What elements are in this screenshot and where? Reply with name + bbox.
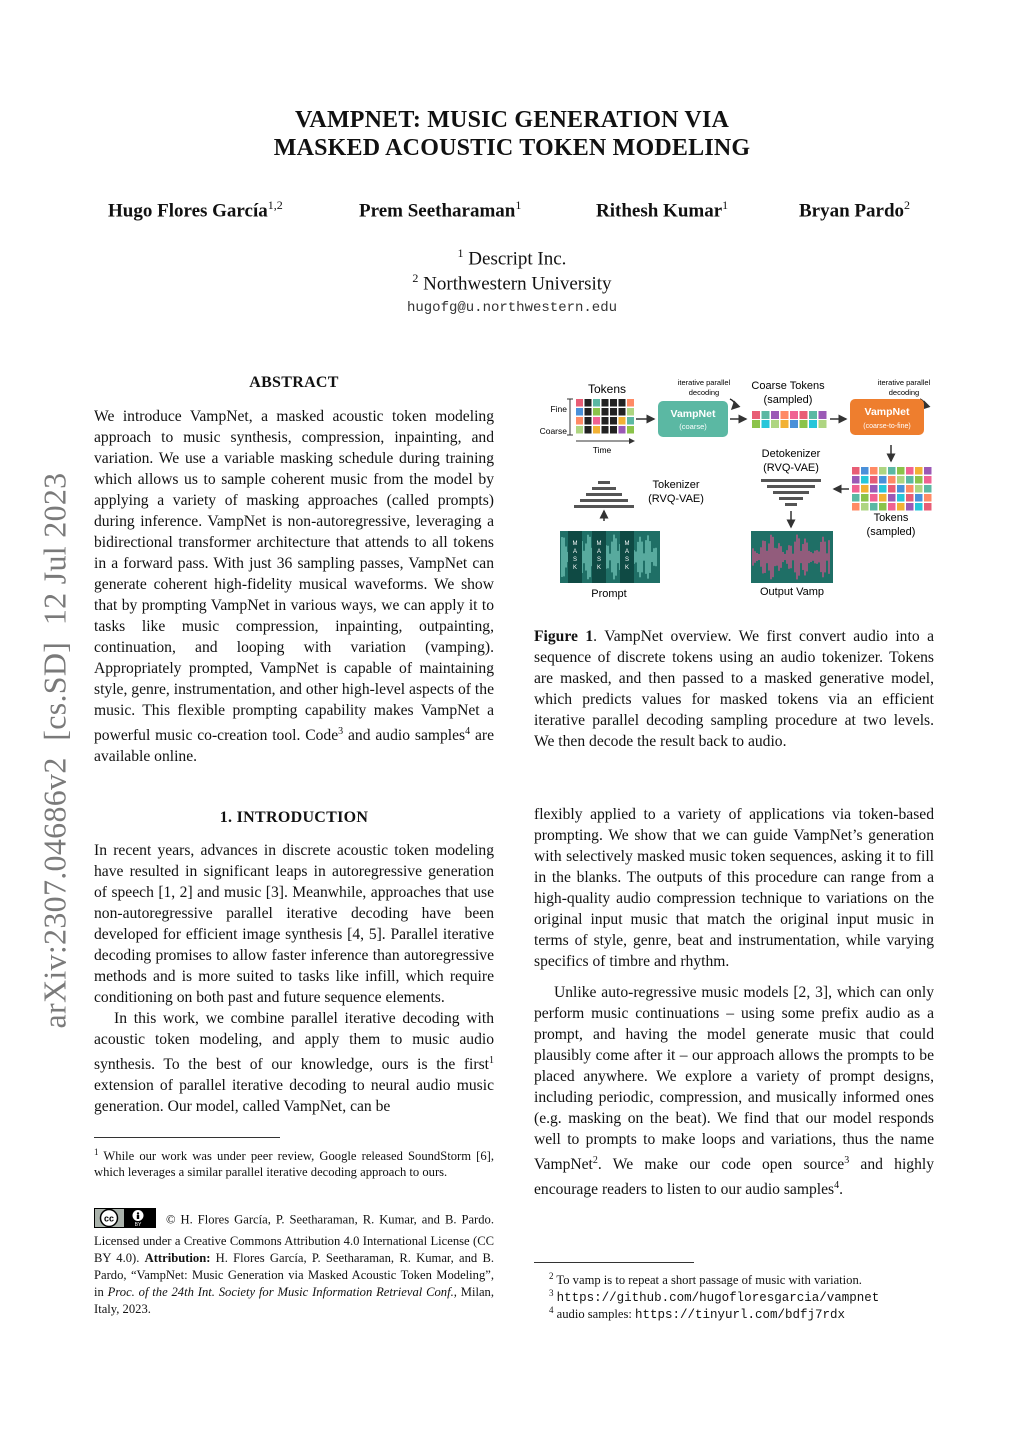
coarse-token-cell [809, 411, 817, 419]
token-cell [593, 408, 600, 416]
sampled-token-cell [870, 485, 878, 493]
author-1: Hugo Flores García$^{1,2}$ [108, 198, 283, 222]
coarse-token-cell [800, 411, 808, 419]
fig-label-coarse-tokens-a: Coarse Tokens [751, 380, 825, 392]
sampled-token-cell [861, 503, 869, 511]
title-line-1: VAMPNET: MUSIC GENERATION VIA [294, 107, 730, 133]
sampled-token-cell [915, 503, 923, 511]
by-label: BY [134, 1222, 142, 1228]
paper-title [0, 106, 1024, 162]
author-4: Bryan Pardo$^2$ [799, 198, 911, 222]
coarse-token-cell [790, 411, 798, 419]
sampled-token-cell [915, 494, 923, 502]
sampled-token-cell [879, 503, 887, 511]
sampled-token-cell [870, 476, 878, 484]
coarse-token-cell [771, 420, 779, 428]
coarse-token-cell [752, 420, 760, 428]
coarse-token-cell [819, 411, 827, 419]
sampled-token-cell [888, 476, 896, 484]
fig-label-coarse-tokens-b: (sampled) [763, 394, 813, 406]
token-cell [593, 399, 600, 407]
token-cell [627, 408, 634, 416]
sampled-token-cell [897, 476, 905, 484]
intro-paragraph-1: In recent years, advances in discrete acoustic token modeling have resulted in significant leaps in autoregressive generation of speech [1, 2] and music [3]. Meanwhile, approaches that use non-autoregressive parallel iterative decoding have been developed for efficient image synthesis [4, 5]. Parallel iterative decoding promises to allow faster inference than autoregressive methods and is more suited to tasks like infill, which require conditioning on both past and future sequence elements. In this work, we combine parallel iterative decoding with acoustic token modeling, and apply them to music audio synthesis. To the best of our knowledge, ours is the first$^1$ extension of parallel iterative decoding to neural audio music generation. Our model, called VampNet, can be [94, 842, 494, 1116]
detokenizer-stack [761, 479, 821, 506]
token-cell [627, 417, 634, 425]
fig-label-prompt: Prompt [591, 588, 627, 600]
affiliation-2: $^2$ Northwestern University [412, 271, 612, 295]
fig-label-detok-b: (RVQ-VAE) [763, 462, 819, 474]
token-cell [576, 408, 583, 416]
author-3: Rithesh Kumar$^1$ [596, 198, 729, 222]
token-cell [585, 399, 592, 407]
footnote-1: $^1$ While our work was under peer review, Google released SoundStorm [6], which leverages a similar parallel iterative decoding approach to ours. [94, 1147, 494, 1180]
token-cell [576, 399, 583, 407]
sampled-token-cell [924, 476, 932, 484]
token-cell [610, 399, 617, 407]
token-cell [610, 417, 617, 425]
title-line-2: MASKED ACOUSTIC TOKEN MODELING [273, 135, 751, 161]
fig-label-iter2b: decoding [888, 388, 920, 397]
sampled-token-cell [924, 494, 932, 502]
coarse-token-cell [762, 411, 770, 419]
coarse-token-cell [781, 420, 789, 428]
fig-label-vampnet1-sub: (coarse) [679, 422, 707, 431]
sampled-token-cell [897, 503, 905, 511]
sampled-token-cell [888, 467, 896, 475]
token-cell [627, 399, 634, 407]
token-cell [610, 408, 617, 416]
sampled-token-cell [861, 485, 869, 493]
token-cell [576, 426, 583, 434]
fig-label-tokens: Tokens [587, 382, 627, 396]
token-cell [619, 399, 626, 407]
fig-label-fine: Fine [550, 404, 567, 414]
coarse-token-cell [752, 411, 760, 419]
sampled-token-cell [906, 476, 914, 484]
sampled-token-cell [852, 476, 860, 484]
coarse-token-cell [800, 420, 808, 428]
sampled-token-cell [924, 503, 932, 511]
masked-token-grid [576, 399, 634, 434]
sampled-token-cell [852, 467, 860, 475]
introduction-heading: 1. INTRODUCTION [219, 809, 369, 826]
token-cell [610, 426, 617, 434]
fig-label-tokens-sampled-a: Tokens [873, 512, 909, 524]
coarse-token-cell [762, 420, 770, 428]
sampled-token-cell [915, 476, 923, 484]
abstract-text: We introduce VampNet, a masked acoustic token modeling approach to music synthesis, compression, inpainting, and variation. We use a variable masking schedule during training which allows us to sample coherent music from the model by applying a variety of masking approaches (called prompts) during inference. VampNet is non-autoregressive, leveraging a bidirectional transformer architecture that attends to all tokens in a forward pass. With just 36 sampling passes, VampNet can generate coherent high-fidelity musical waveforms. We show that by prompting VampNet in various ways, we can apply it to tasks like music compression, inpainting, outpainting, continuation, and looping with variation (vamping). Appropriately prompted, VampNet is capable of maintaining style, genre, instrumentation, and other high-level aspects of the music. This flexible prompting capability makes VampNet a powerful music co-creation tool. Code$^3$ and audio samples$^4$ are available online. [94, 408, 494, 766]
sampled-token-cell [879, 467, 887, 475]
sampled-token-cell [852, 494, 860, 502]
token-cell [576, 417, 583, 425]
sampled-token-cell [861, 476, 869, 484]
fig-label-time: Time [592, 445, 612, 455]
sampled-token-cell [915, 467, 923, 475]
affiliation-1: $^1$ Descript Inc. [457, 246, 567, 270]
author-2: Prem Seetharaman$^1$ [359, 198, 522, 222]
token-cell [619, 408, 626, 416]
coarse-token-cell [790, 420, 798, 428]
fig-label-tokens-sampled-b: (sampled) [866, 526, 916, 538]
sampled-token-cell [879, 494, 887, 502]
coarse-token-cell [781, 411, 789, 419]
token-cell [593, 426, 600, 434]
footnote-rule-right [534, 1262, 694, 1263]
sampled-token-cell [915, 485, 923, 493]
sampled-token-cell [924, 485, 932, 493]
mask-label: M A S K [624, 541, 630, 571]
figure-caption: Figure 1. VampNet overview. We first convert audio into a sequence of discrete tokens using an audio tokenizer. Tokens are masked, and then passed to a masked generative model, which predicts values for masked tokens via an efficient iterative parallel decoding sampling procedure at two levels. We then decode the result back to audio. [534, 628, 934, 750]
abstract-heading: ABSTRACT [249, 374, 339, 391]
token-cell [602, 417, 609, 425]
fig-label-output: Output Vamp [760, 586, 824, 598]
fig-label-coarse: Coarse [539, 426, 567, 436]
sampled-token-cell [888, 485, 896, 493]
mask-label: M A S K [572, 541, 578, 571]
sampled-token-cell [852, 503, 860, 511]
footnote-2: $^2$ To vamp is to repeat a short passage of music with variation. [549, 1271, 862, 1288]
token-cell [627, 426, 634, 434]
coarse-token-grid [752, 411, 827, 428]
license-block: cc BY © H. Flores García, P. Seetharaman, R. Kumar, and B. Pardo. Licensed under a Creative Commons Attribution 4.0 International License (CC BY 4.0). Attribution: H. Flores García, P. Seetharaman, R. Kumar, and B. Pardo, “VampNet: Music Generation via Masked Acoustic Token Modeling”, in Proc. of the 24th Int. Society for Music Information Retrieval Conf., Milan, Italy, 2023. [94, 1208, 494, 1318]
fig-label-vampnet2-sub: (coarse-to-fine) [863, 423, 911, 430]
sampled-token-cell [861, 467, 869, 475]
fig-label-vampnet1: VampNet [670, 408, 716, 420]
sampled-token-cell [897, 467, 905, 475]
cc-label: cc [103, 1213, 115, 1224]
sampled-token-grid [852, 467, 932, 511]
sampled-token-cell [906, 485, 914, 493]
sampled-token-cell [852, 485, 860, 493]
sampled-token-cell [906, 494, 914, 502]
fig-label-vampnet2: VampNet [864, 406, 910, 418]
tokenizer-stack [574, 481, 634, 508]
sampled-token-cell [924, 467, 932, 475]
footnote-3[interactable]: $^3$ https://github.com/hugofloresgarcia/vampnet [549, 1288, 880, 1306]
sampled-token-cell [870, 503, 878, 511]
sampled-token-cell [906, 467, 914, 475]
figure-1 [534, 375, 934, 607]
fig-label-iter1a: iterative parallel [677, 378, 731, 387]
author-email[interactable]: hugofg@u.northwestern.edu [406, 300, 618, 316]
fig-label-tokenizer-a: Tokenizer [652, 479, 700, 491]
token-cell [593, 417, 600, 425]
token-cell [602, 408, 609, 416]
token-cell [619, 417, 626, 425]
cc-by-icon[interactable] [94, 1208, 156, 1233]
token-cell [602, 426, 609, 434]
sampled-token-cell [870, 494, 878, 502]
fig-label-detok-a: Detokenizer [761, 448, 821, 460]
intro-paragraph-4: Unlike auto-regressive music models [2, 3], which can only perform music continuations – using some prefix audio as a prompt, and having the model generate music that could plausibly come after it – our approach allows the prompts to be placed anywhere. We explore a variety of prompt designs, including periodic, compression, and musically informed ones (e.g. masking on the beat). We find that our model responds well to prompts to make loops and variations, thus the name VampNet$^2$. We make our code open source$^3$ and highly encourage readers to listen to our audio samples$^4$. [534, 984, 934, 1199]
sampled-token-cell [897, 494, 905, 502]
fig-label-iter1b: decoding [688, 388, 720, 397]
token-cell [585, 408, 592, 416]
sampled-token-cell [879, 476, 887, 484]
coarse-token-cell [809, 420, 817, 428]
token-cell [619, 426, 626, 434]
mask-label: M A S K [596, 541, 602, 571]
intro-paragraph-3: flexibly applied to a variety of applications via token-based prompting. We show that we can guide VampNet’s generation with selectively masked music token sequences, asking it to fill in the blanks. The outputs of this procedure can range from a high-quality audio compression technique to variations on the original input music that match the original input music in terms of style, genre, beat and instrumentation, while varying specifics of timbre and rhythm. [534, 806, 934, 970]
fig-label-iter2a: iterative parallel [877, 378, 931, 387]
footnote-4[interactable]: $^4$ audio samples: https://tinyurl.com/bdfj7rdx [549, 1305, 846, 1323]
token-cell [602, 399, 609, 407]
token-cell [585, 417, 592, 425]
sampled-token-cell [888, 494, 896, 502]
arxiv-sidebar: arXiv:2307.04686v2 [cs.SD] 12 Jul 2023 [36, 472, 73, 1029]
token-cell [585, 426, 592, 434]
sampled-token-cell [888, 503, 896, 511]
coarse-token-cell [819, 420, 827, 428]
footnote-rule-left [94, 1137, 280, 1138]
sampled-token-cell [879, 485, 887, 493]
sampled-token-cell [870, 467, 878, 475]
fig-label-tokenizer-b: (RVQ-VAE) [648, 493, 704, 505]
sampled-token-cell [897, 485, 905, 493]
sampled-token-cell [861, 494, 869, 502]
sampled-token-cell [906, 503, 914, 511]
coarse-token-cell [771, 411, 779, 419]
